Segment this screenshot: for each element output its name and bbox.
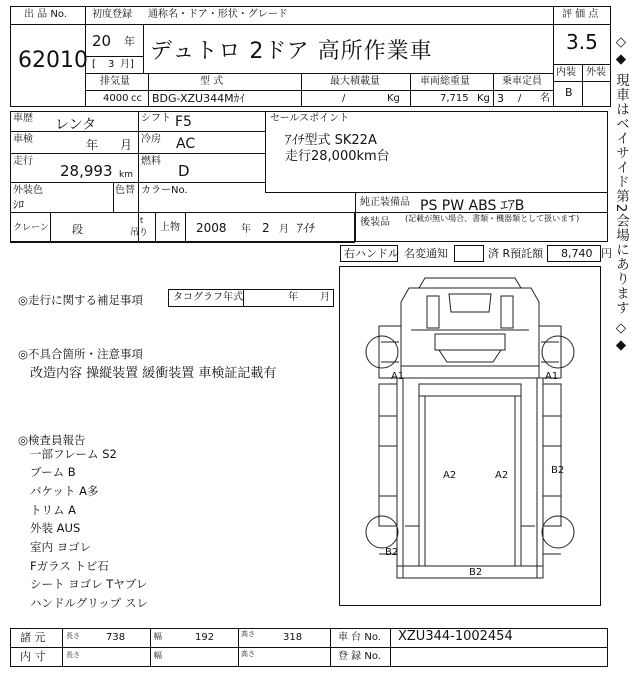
first-reg-year: 20: [92, 32, 112, 50]
wheel-front-right: [542, 336, 574, 368]
chassis-value: XZU344-1002454: [398, 629, 513, 644]
max-load-label: 最大積載量: [330, 76, 380, 87]
color-change-label: 色替: [115, 185, 135, 196]
upper-month: 2: [262, 221, 270, 235]
upper-label: 上物: [160, 222, 180, 233]
tacho-month: 月: [320, 292, 330, 303]
equipment-label: 純正装備品: [360, 197, 410, 208]
inspection-year: 年: [86, 138, 99, 152]
mark-b2-right: B2: [551, 465, 565, 476]
max-load-value: /: [342, 93, 346, 104]
inspector-label: ◎検査員報告: [18, 433, 86, 447]
wheel-front-left: [366, 336, 398, 368]
height-label: 高さ: [241, 630, 255, 638]
defect-text: 改造内容 操縦装置 緩衝装置 車検証記載有: [30, 366, 277, 381]
lot-number: 62010: [18, 48, 88, 73]
recycle-unit: 円: [601, 247, 612, 260]
ac-label: 冷房: [141, 134, 161, 145]
inspector-item: シート ヨゴレ Tヤブレ: [30, 577, 148, 591]
height-value: 318: [283, 632, 303, 643]
mark-a1-left: A1: [391, 371, 405, 382]
interior-label: 内装: [556, 67, 576, 78]
gross-weight-value: 7,715: [440, 93, 469, 104]
inner-size-label: 内 寸: [20, 650, 46, 663]
lot-no-label: 出 品 No.: [24, 9, 67, 20]
model-value: BDG-XZU344Mｶｲ: [152, 92, 245, 105]
capacity-value: 3: [497, 92, 504, 105]
inspector-item: Fガラス トビ石: [30, 559, 109, 573]
color-no-label: カラーNo.: [141, 185, 188, 196]
width-value: 192: [195, 632, 215, 643]
venue-banner: ◇◆ 現車はベイサイド第2会場にあります ◇◆: [613, 34, 629, 355]
upper-month-unit: 月: [279, 224, 289, 235]
ext-color-value: ｼﾛ: [13, 198, 24, 211]
fuel-label: 燃料: [141, 156, 161, 167]
name-change-label: 名変通知: [404, 247, 448, 260]
car-name-label: 通称名・ドア・形状・グレード: [148, 9, 288, 20]
equipment-value: PS PW ABS ｴｱB: [420, 198, 525, 214]
mark-b2-bottom: B2: [469, 567, 483, 578]
sales-point-label: セールスポイント: [270, 113, 350, 124]
crane-hang: 吊り: [130, 228, 149, 238]
width-label: 幅: [154, 632, 162, 641]
tacho-label: タコグラフ年式: [173, 292, 243, 303]
chassis-label: 車 台 No.: [338, 632, 381, 643]
dims-label: 諸 元: [20, 631, 46, 644]
capacity-sep: /: [518, 93, 522, 104]
capacity-unit: 名: [540, 93, 550, 104]
inspector-item: トリム A: [30, 503, 77, 517]
length-value: 738: [106, 632, 126, 643]
interior-grade: B: [565, 86, 573, 99]
history-label: 車歴: [13, 113, 33, 124]
sales-point-2: 走行28,000km台: [285, 149, 390, 164]
exterior-label: 外装: [586, 67, 606, 78]
displacement-value: 4000: [103, 93, 129, 104]
mileage-value: 28,993: [60, 162, 113, 180]
right-handle: 右ハンドル: [344, 247, 399, 260]
score-value: 3.5: [566, 30, 598, 54]
inspection-month: 月: [120, 138, 133, 152]
truck-diagram: [339, 266, 601, 606]
upper-year-unit: 年: [241, 224, 251, 235]
crane-label: クレーン: [13, 223, 49, 233]
recycle-amount: 8,740: [561, 247, 593, 260]
first-reg-label: 初度登録: [92, 9, 132, 20]
inner-width-label: 幅: [154, 651, 162, 660]
ac-value: AC: [176, 136, 196, 152]
registration-label: 登 録 No.: [338, 651, 381, 662]
aftermarket-label: 後装品: [360, 217, 390, 228]
ext-color-label: 外装色: [13, 185, 43, 196]
max-load-unit: Kg: [387, 93, 400, 104]
crane-stage: 段: [72, 223, 83, 236]
displacement-unit: cc: [131, 93, 142, 104]
upper-maker: ｱｲﾁ: [297, 221, 316, 235]
crane-t: t: [140, 216, 144, 225]
fuel-value: D: [178, 162, 190, 180]
gross-weight-label: 車両総重量: [420, 76, 470, 87]
first-reg-year-unit: 年: [124, 35, 135, 48]
history-value: レンタ: [55, 117, 97, 133]
first-reg-month: 3: [108, 59, 115, 70]
car-name: デュトロ 2ドア 高所作業車: [150, 39, 433, 64]
first-reg-month-close: 月]: [120, 59, 134, 70]
inspector-item: ハンドルグリップ スレ: [30, 596, 148, 610]
score-label: 評 価 点: [562, 9, 599, 20]
tacho-year: 年: [288, 292, 298, 303]
inspector-item: バケット A多: [30, 484, 99, 498]
mark-a1-right: A1: [545, 371, 559, 382]
inspector-item: ブーム B: [30, 465, 76, 479]
capacity-label: 乗車定員: [502, 76, 542, 87]
upper-year: 2008: [196, 221, 227, 235]
mark-a2-right: A2: [495, 470, 509, 481]
mark-b2-left: B2: [385, 547, 399, 558]
mileage-label: 走行: [13, 156, 33, 167]
wheel-rear-right: [542, 516, 574, 548]
inner-length-label: 長さ: [66, 651, 80, 659]
mileage-unit: km: [119, 170, 133, 180]
sales-point-1: ｱｲﾁ型式 SK22A: [285, 133, 377, 148]
gross-weight-unit: Kg: [477, 93, 490, 104]
inspector-item: 外装 AUS: [30, 521, 81, 535]
first-reg-month-open: [: [92, 59, 96, 70]
model-label: 型 式: [200, 76, 224, 87]
shift-label: シフト: [141, 113, 171, 124]
inner-height-label: 高さ: [241, 650, 255, 658]
aftermarket-note: (記載が無い場合、書類・機器類として扱います): [405, 214, 580, 223]
inspector-item: 一部フレーム S2: [30, 447, 117, 461]
wheel-rear-left: [366, 516, 398, 548]
displacement-label: 排気量: [100, 76, 130, 87]
shift-value: F5: [175, 114, 192, 130]
mark-a2-left: A2: [443, 470, 457, 481]
cab-outline: [401, 288, 539, 366]
driving-notes-label: ◎走行に関する補足事項: [18, 293, 144, 307]
inspector-item: 室内 ヨゴレ: [30, 540, 92, 554]
length-label: 長さ: [66, 632, 80, 640]
inspection-label: 車検: [13, 134, 33, 145]
defect-label: ◎不具合箇所・注意事項: [18, 347, 144, 361]
recycle-label: 済 R預託額: [488, 247, 544, 260]
